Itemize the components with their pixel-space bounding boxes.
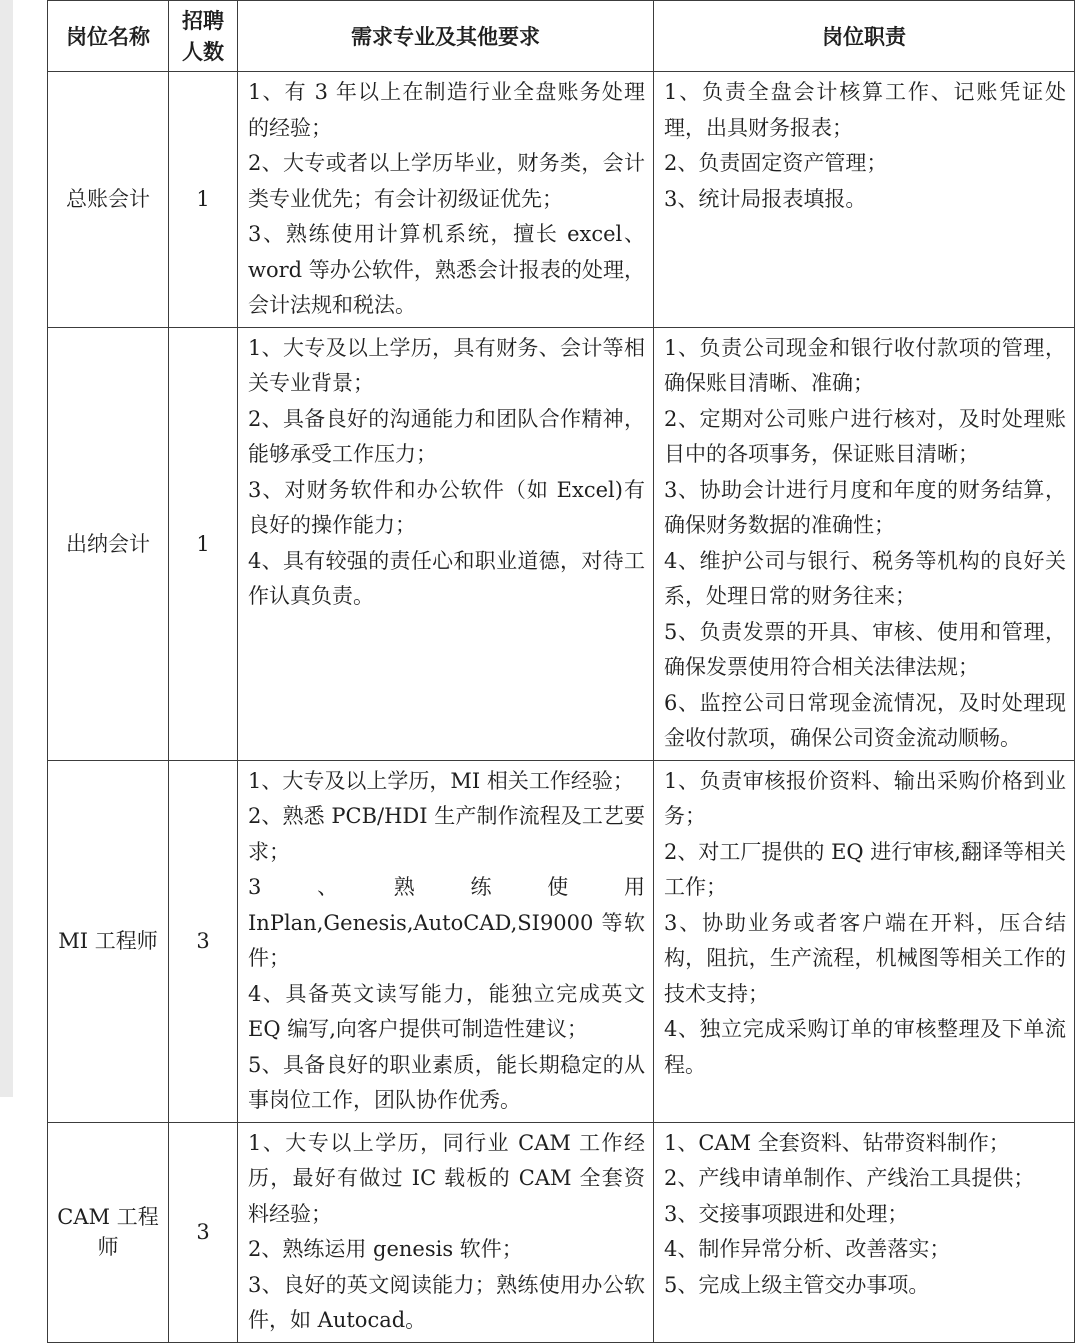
duty-item: 2、对工厂提供的 EQ 进行审核,翻译等相关工作； xyxy=(664,839,1066,899)
requirement-item: 1、大专以上学历，同行业 CAM 工作经历，最好有做过 IC 载板的 CAM 全套资料经验； xyxy=(248,1130,645,1226)
requirement-item: 2、具备良好的沟通能力和团队合作精神，能够承受工作压力； xyxy=(248,406,645,466)
requirements-cell xyxy=(238,760,654,1122)
requirement-item: 3、熟练使用计算机系统，擅长 excel、word 等办公软件，熟悉会计报表的处理，会计法规和税法。 xyxy=(248,222,645,317)
duties-cell xyxy=(654,327,1075,760)
table-row xyxy=(48,72,1075,328)
duty-item: 1、负责公司现金和银行收付款项的管理，确保账目清晰、准确； xyxy=(664,335,1066,395)
position-name-cell: MI 工程师 xyxy=(48,760,169,1122)
duty-item: 5、完成上级主管交办事项。 xyxy=(664,1272,930,1297)
recruitment-table xyxy=(47,0,1075,1343)
requirements-cell xyxy=(238,72,654,328)
requirement-item: 2、大专或者以上学历毕业，财务类，会计类专业优先；有会计初级证优先； xyxy=(248,151,645,211)
header-duties: 岗位职责 xyxy=(654,1,1075,72)
requirement-item: 3、熟练使用 InPlan,Genesis,AutoCAD,SI9000 等软件； xyxy=(248,875,645,970)
requirement-item: 3、良好的英文阅读能力；熟练使用办公软件，如 Autocad。 xyxy=(248,1272,645,1332)
table-header-row xyxy=(48,1,1075,72)
headcount-cell: 3 xyxy=(169,760,238,1122)
requirement-item: 4、具有较强的责任心和职业道德，对待工作认真负责。 xyxy=(248,548,645,608)
requirement-item: 5、具备良好的职业素质，能长期稳定的从事岗位工作，团队协作优秀。 xyxy=(248,1052,645,1112)
header-position: 岗位名称 xyxy=(48,1,169,72)
position-name-cell: 出纳会计 xyxy=(48,327,169,760)
requirement-item: 2、熟悉 PCB/HDI 生产制作流程及工艺要求； xyxy=(248,804,645,864)
scan-page-edge xyxy=(0,0,13,1097)
requirement-item: 1、大专及以上学历，MI 相关工作经验； xyxy=(248,768,634,793)
table-row xyxy=(48,1122,1075,1342)
table-row xyxy=(48,327,1075,760)
duty-item: 2、负责固定资产管理； xyxy=(664,151,888,175)
headcount-cell: 3 xyxy=(169,1122,238,1342)
position-name-cell: 总账会计 xyxy=(48,72,169,328)
headcount-cell: 1 xyxy=(169,327,238,760)
duty-item: 1、负责审核报价资料、输出采购价格到业务； xyxy=(664,768,1066,828)
requirement-item: 2、熟练运用 genesis 软件； xyxy=(248,1237,523,1261)
duty-item: 3、协助会计进行月度和年度的财务结算，确保财务数据的准确性； xyxy=(664,477,1066,537)
duties-cell xyxy=(654,760,1075,1122)
duty-item: 3、统计局报表填报。 xyxy=(664,186,867,211)
duty-item: 3、协助业务或者客户端在开料，压合结构，阻抗，生产流程，机械图等相关工作的技术支持； xyxy=(664,910,1066,1006)
duty-item: 2、产线申请单制作、产线治工具提供； xyxy=(664,1166,1035,1190)
headcount-cell: 1 xyxy=(169,72,238,328)
requirement-item: 4、具备英文读写能力，能独立完成英文 EQ 编写,向客户提供可制造性建议； xyxy=(248,981,645,1041)
duty-item: 4、独立完成采购订单的审核整理及下单流程。 xyxy=(664,1017,1066,1077)
requirements-cell xyxy=(238,1122,654,1342)
requirements-cell xyxy=(238,327,654,760)
position-name-cell: CAM 工程师 xyxy=(48,1122,169,1342)
header-requirements: 需求专业及其他要求 xyxy=(238,1,654,72)
requirement-item: 1、有 3 年以上在制造行业全盘账务处理的经验； xyxy=(248,80,645,140)
table-body xyxy=(48,72,1075,1343)
table-row xyxy=(48,760,1075,1122)
requirement-item: 3、对财务软件和办公软件（如 Excel)有良好的操作能力； xyxy=(248,477,645,537)
duty-item: 2、定期对公司账户进行核对，及时处理账目中的各项事务，保证账目清晰； xyxy=(664,406,1066,466)
duty-item: 3、交接事项跟进和处理； xyxy=(664,1201,909,1226)
duty-item: 1、CAM 全套资料、钻带资料制作； xyxy=(664,1130,1010,1155)
duty-item: 4、制作异常分析、改善落实； xyxy=(664,1237,951,1261)
header-headcount: 招聘人数 xyxy=(169,1,238,72)
duties-cell xyxy=(654,1122,1075,1342)
duty-item: 1、负责全盘会计核算工作、记账凭证处理，出具财务报表； xyxy=(664,80,1066,140)
duty-item: 4、维护公司与银行、税务等机构的良好关系，处理日常的财务往来； xyxy=(664,548,1066,608)
duties-cell xyxy=(654,72,1075,328)
duty-item: 5、负责发票的开具、审核、使用和管理，确保发票使用符合相关法律法规； xyxy=(664,619,1066,679)
requirement-item: 1、大专及以上学历，具有财务、会计等相关专业背景； xyxy=(248,335,645,395)
duty-item: 6、监控公司日常现金流情况，及时处理现金收付款项，确保公司资金流动顺畅。 xyxy=(664,690,1066,750)
